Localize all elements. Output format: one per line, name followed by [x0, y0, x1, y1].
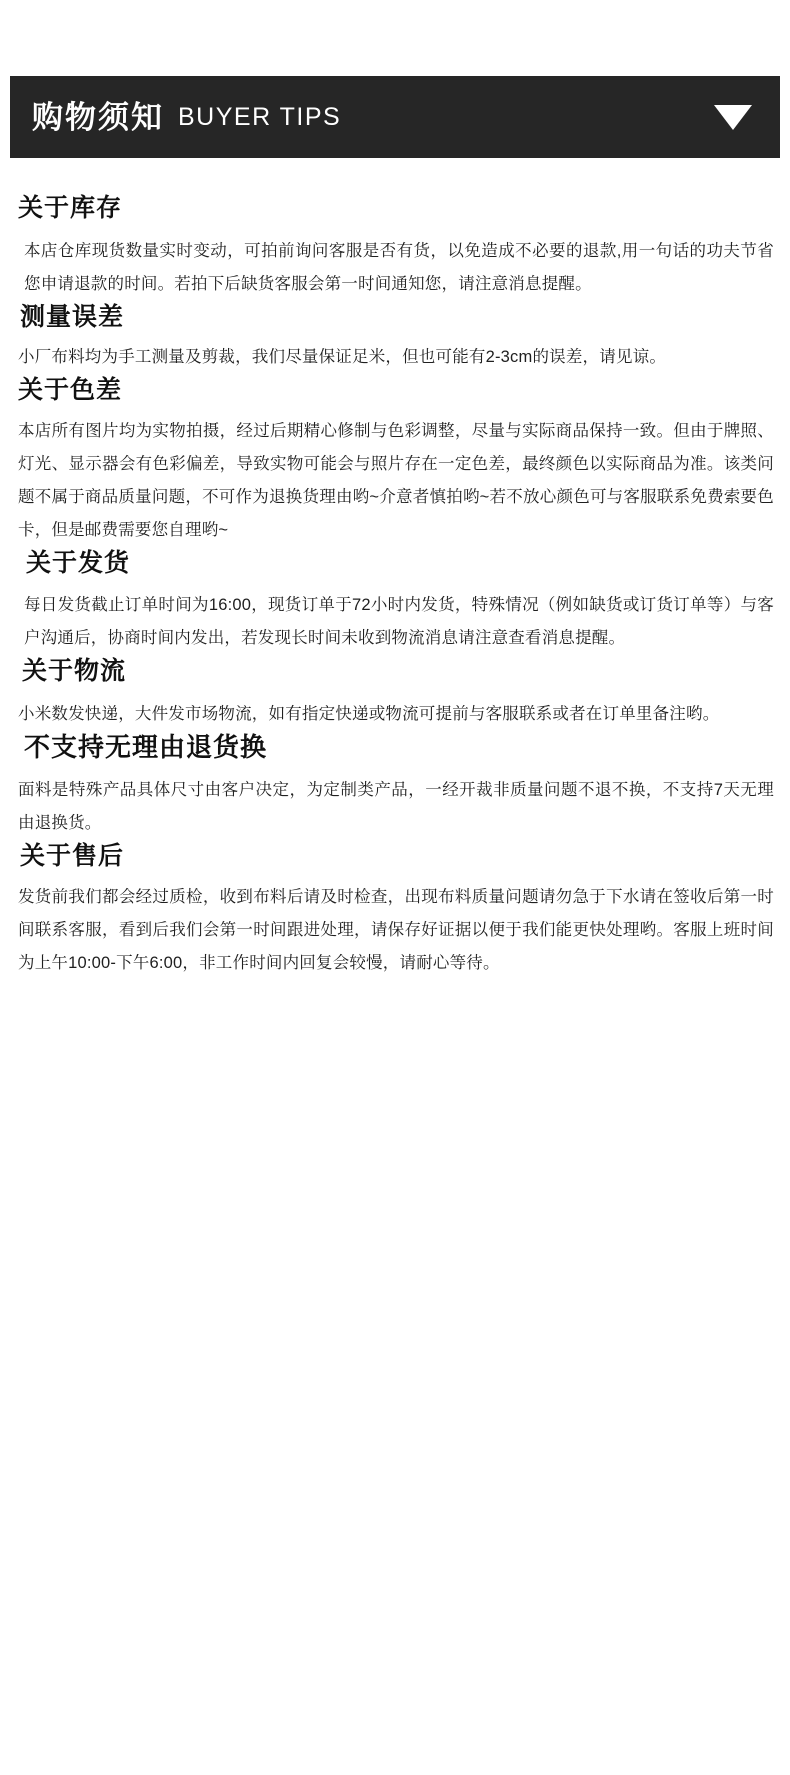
- banner-title-cn: 购物须知: [32, 99, 164, 135]
- buyer-tips-page: [0, 76, 790, 1280]
- bottom-whitespace: [18, 980, 774, 1280]
- section-stock: [18, 192, 774, 301]
- section-aftersale-title: 关于售后: [20, 842, 125, 871]
- banner-title-en: BUYER TIPS: [178, 102, 342, 131]
- section-logistics: [18, 655, 774, 731]
- section-return-policy-title: 不支持无理由退货换: [24, 731, 268, 762]
- section-shipping-body: 每日发货截止订单时间为16:00，现货订单于72小时内发货，特殊情况（例如缺货或订货订单等）与客户沟通后，协商时间内发出，若发现长时间未收到物流消息请注意查看消息提醒。: [24, 596, 774, 647]
- section-color: [18, 374, 774, 547]
- section-aftersale: [18, 840, 774, 980]
- section-logistics-body: 小米数发快递，大件发市场物流，如有指定快递或物流可提前与客服联系或者在订单里备注哟。: [18, 704, 720, 723]
- section-measure-title: 测量误差: [20, 302, 125, 331]
- section-color-title: 关于色差: [18, 376, 123, 404]
- section-shipping-title: 关于发货: [26, 548, 131, 577]
- section-return-policy-body: 面料是特殊产品具体尺寸由客户决定，为定制类产品，一经开裁非质量问题不退不换，不支持7天无理由退换货。: [18, 781, 774, 833]
- section-aftersale-body: 发货前我们都会经过质检，收到布料后请及时检查，出现布料质量问题请勿急于下水请在签收后第一时间联系客服，看到后我们会第一时间跟进处理，请保存好证据以便于我们能更快处理哟。客服上班时间为上午10:00-下午6:00，非工作时间内回复会较慢，请耐心等待。: [18, 887, 774, 972]
- buyer-tips-content: [0, 192, 790, 1280]
- section-stock-body: 本店仓库现货数量实时变动，可拍前询问客服是否有货，以免造成不必要的退款,用一句话的功夫节省您申请退款的时间。若拍下后缺货客服会第一时间通知您，请注意消息提醒。: [24, 241, 774, 293]
- section-logistics-title: 关于物流: [22, 657, 127, 685]
- caret-down-icon: [714, 105, 752, 130]
- section-measure-body: 小厂布料均为手工测量及剪裁，我们尽量保证足米，但也可能有2-3cm的误差，请见谅。: [18, 348, 667, 366]
- section-return-policy: [18, 731, 774, 841]
- section-stock-title: 关于库存: [18, 194, 123, 222]
- section-color-body: 本店所有图片均为实物拍摄，经过后期精心修制与色彩调整，尽量与实际商品保持一致。但由于牌照、灯光、显示器会有色彩偏差，导致实物可能会与照片存在一定色差，最终颜色以实际商品为准。该类问题不属于商品质量问题，不可作为退换货理由哟~介意者慎拍哟~若不放心颜色可与客服联系免费索要色卡，但是邮费需要您自理哟~: [18, 421, 774, 539]
- section-measure: [18, 301, 774, 375]
- buyer-tips-banner: [10, 76, 780, 158]
- section-shipping: [18, 547, 774, 656]
